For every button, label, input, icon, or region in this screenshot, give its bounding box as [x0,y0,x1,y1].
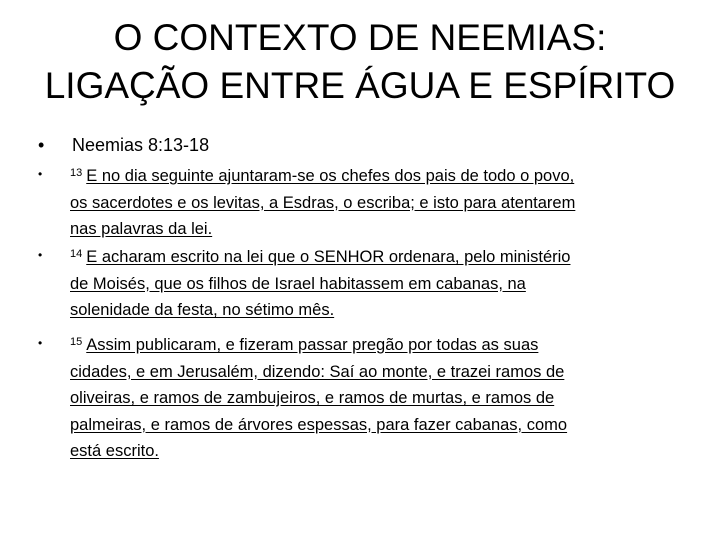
verse-line[interactable]: nas palavras da lei. [70,220,213,238]
verse-line[interactable]: palmeiras, e ramos de árvores espessas, para fazer cabanas, como [70,415,568,434]
bullet-icon: • [38,336,43,350]
bullet-icon: • [38,167,43,181]
verse-line[interactable]: 15 Assim publicaram, e fizeram passar pregão por todas as suas [70,332,698,359]
verse-line[interactable]: cidades, e em Jerusalém, dizendo: Saí ao monte, e trazei ramos de [70,362,565,381]
verse-line[interactable]: está escrito. [70,442,159,460]
slide-title-line-2: LIGAÇÃO ENTRE ÁGUA E ESPÍRITO [44,65,676,106]
verse-line[interactable]: oliveiras, e ramos de zambujeiros, e ramos de murtas, e ramos de [70,389,555,407]
verse-number: 15 [70,336,83,348]
bullet-icon: • [38,135,45,155]
verse-number: 14 [70,248,83,260]
verse-number: 13 [70,167,83,179]
verse-text [70,332,698,465]
verse-text [70,244,698,324]
scripture-reference: Neemias 8:13-18 [72,135,210,155]
verse-line[interactable]: solenidade da festa, no sétimo mês. [70,301,335,319]
verse-text [70,163,698,243]
verse-line[interactable]: 13 E no dia seguinte ajuntaram-se os chefes dos pais de todo o povo, [70,163,698,190]
bullet-icon: • [38,248,43,262]
verse-line[interactable]: 14 E acharam escrito na lei que o SENHOR ordenara, pelo ministério [70,244,698,271]
verse-line[interactable]: os sacerdotes e os levitas, a Esdras, o escriba; e isto para atentarem [70,193,576,212]
slide-title [0,14,720,110]
slide-title-line-1: O CONTEXTO DE NEEMIAS: [113,17,607,58]
verse-line[interactable]: de Moisés, que os filhos de Israel habitassem em cabanas, na [70,274,526,293]
